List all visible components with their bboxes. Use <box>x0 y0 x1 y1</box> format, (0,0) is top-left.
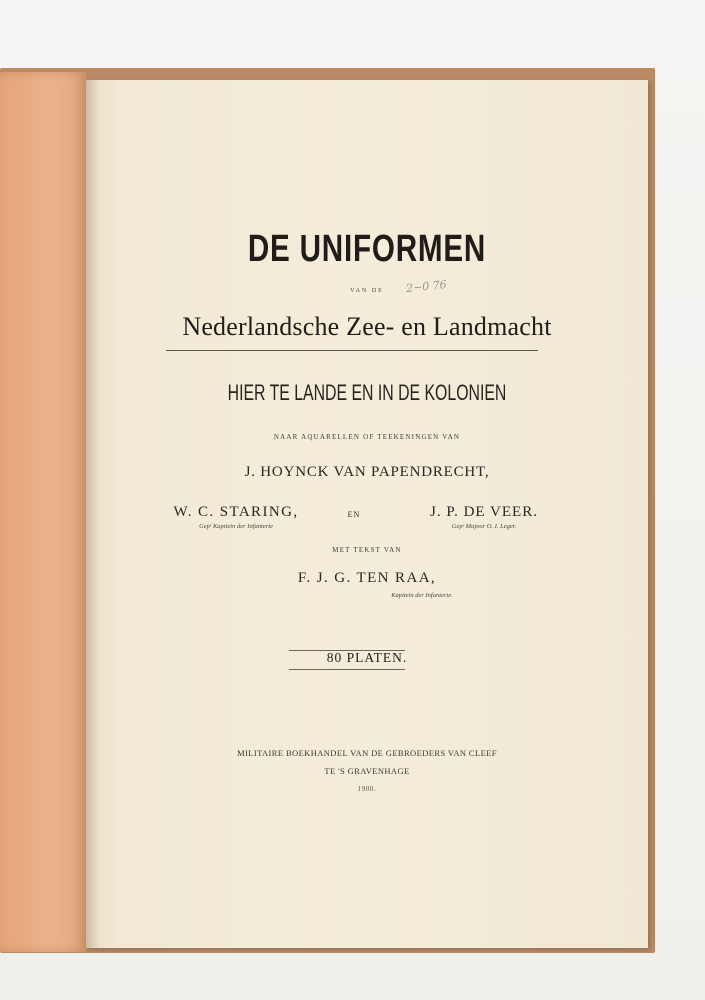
author-rank-text: Kapitein der Infanterie. <box>391 592 453 599</box>
subtitle-underline <box>166 350 538 351</box>
artist-de-veer-rank: Gepʳ Majoor O. I. Leger. <box>451 523 517 530</box>
book-subtitle-2: HIER TE LANDE EN IN DE KOLONIEN <box>227 380 507 405</box>
illustration-credit-intro: NAAR AQUARELLEN OF TEEKENINGEN VAN <box>273 433 461 441</box>
artist-staring: W. C. STARING, <box>173 504 299 520</box>
book-title: DE UNIFORMEN <box>247 228 487 270</box>
artist-staring-rank: Gepʳ Kapitein der Infanterie <box>199 523 273 530</box>
author-ten-raa: F. J. G. TEN RAA, <box>297 570 437 586</box>
publication-year: 1900. <box>357 785 377 793</box>
text-credit-intro: MET TEKST VAN <box>332 546 402 554</box>
publisher: MILITAIRE BOEKHANDEL VAN DE GEBROEDERS VAN CLEEF <box>237 748 497 758</box>
title-page <box>86 80 648 948</box>
pencil-annotation: 2~0 76 <box>405 277 448 296</box>
publisher-city: TE 'S GRAVENHAGE <box>324 766 410 776</box>
conjunction-en: EN <box>347 510 361 519</box>
van-de-text: VAN DE <box>350 288 384 294</box>
plates-count: 80 PLATEN. <box>326 650 408 665</box>
gutter-shadow <box>86 80 100 948</box>
artist-de-veer: J. P. DE VEER. <box>430 504 538 520</box>
left-endpaper <box>0 72 86 952</box>
artist-hoynck: J. HOYNCK VAN PAPENDRECHT, <box>244 464 490 480</box>
author-rank <box>86 592 648 599</box>
book-subtitle: Nederlandsche Zee- en Landmacht <box>182 312 552 341</box>
